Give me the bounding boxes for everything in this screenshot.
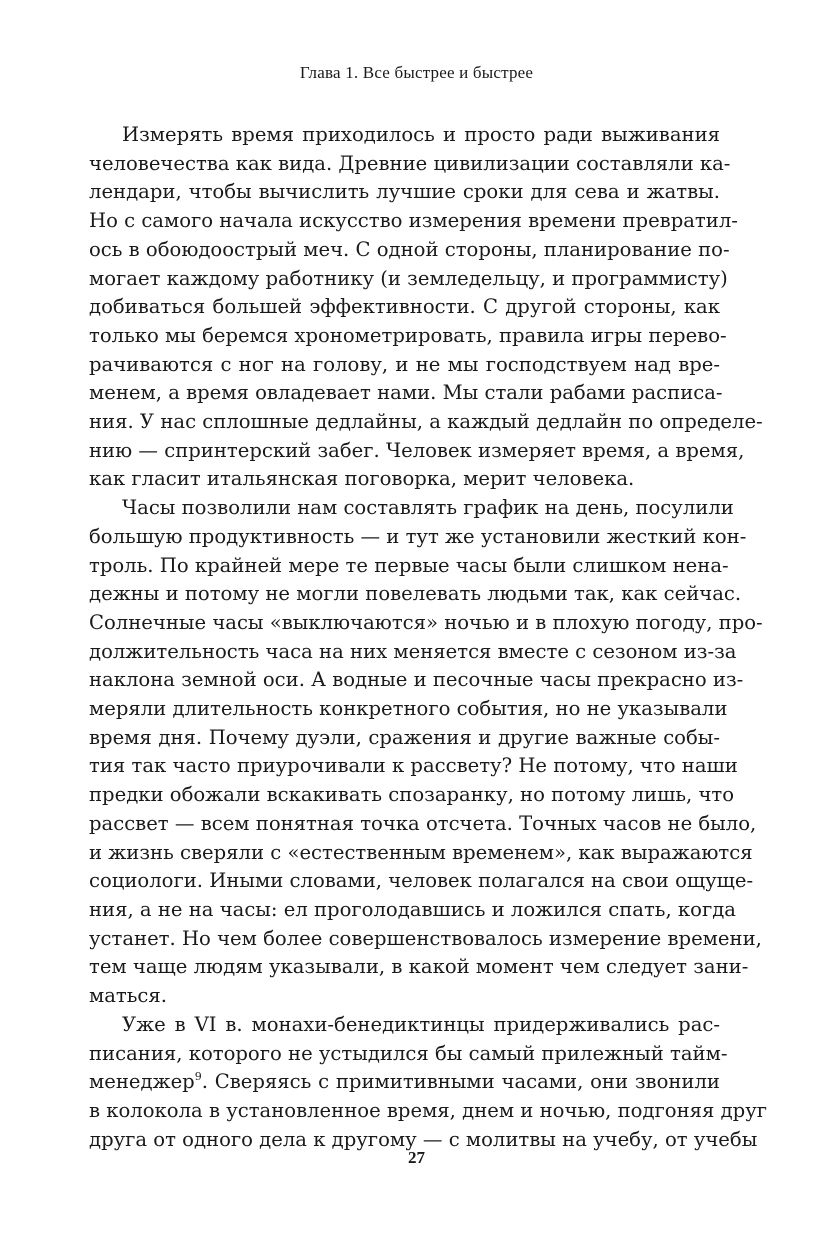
text-line: устанет. Но чем более совершенствовалось измерение времени, — [89, 926, 762, 950]
text-line: и жизнь сверяли с «естественным временем», как выражаются — [89, 840, 753, 864]
text-fragment: менеджер — [89, 1070, 195, 1094]
text-line: ния, а не на часы: ел проголодавшись и ложился спать, когда — [89, 897, 736, 921]
text-line: Но с самого начала искусство измерения времени превратил- — [89, 209, 738, 233]
running-head: Глава 1. Все быстрее и быстрее — [299, 63, 534, 82]
text-line: ния. У нас сплошные дедлайны, а каждый дедлайн по определе- — [89, 410, 763, 434]
text-fragment: . Сверяясь с примитивными часами, они звонили — [201, 1070, 720, 1094]
text-line: Часы позволили нам составлять график на день, посулили — [122, 496, 734, 520]
text-line: добиваться большей эффективности. С другой стороны, как — [89, 295, 720, 319]
text-line: дежны и потому не могли повелевать людьми так, как сейчас. — [89, 582, 742, 606]
text-line: Солнечные часы «выключаются» ночью и в плохую погоду, про- — [89, 610, 763, 634]
body-text — [89, 121, 767, 1154]
page-number: 27 — [408, 1148, 425, 1167]
text-line: рачиваются с ног на голову, и не мы господствуем над вре- — [89, 352, 720, 376]
text-line: тем чаще людям указывали, в какой момент чем следует зани- — [89, 955, 749, 979]
text-line: время дня. Почему дуэли, сражения и другие важные собы- — [89, 725, 720, 749]
text-line: наклона земной оси. А водные и песочные часы прекрасно из- — [89, 668, 744, 692]
text-line: писания, которого не устыдился бы самый прилежный тайм- — [89, 1041, 728, 1065]
text-line: тия так часто приурочивали к рассвету? Не потому, что наши — [89, 754, 738, 778]
text-line: маться. — [89, 984, 167, 1008]
text-line: ось в обоюдоострый меч. С одной стороны, планирование по- — [89, 237, 730, 261]
text-line: меряли длительность конкретного события, но не указывали — [89, 697, 728, 721]
text-line: в колокола в установленное время, днем и ночью, подгоняя друг — [89, 1098, 767, 1122]
text-line: нию — спринтерский забег. Человек измеряет время, а время, — [89, 438, 745, 462]
text-line: Уже в VI в. монахи-бенедиктинцы придерживались рас- — [122, 1012, 720, 1036]
text-line: только мы беремся хронометрировать, правила игры перево- — [89, 323, 727, 347]
text-line: как гласит итальянская поговорка, мерит человека. — [89, 467, 635, 491]
text-line: друга от одного дела к другому — с молитвы на учебу, от учебы — [89, 1127, 758, 1151]
footnote-reference[interactable]: 9 — [194, 1070, 202, 1084]
text-line-with-footnote — [89, 1068, 720, 1097]
text-line: троль. По крайней мере те первые часы были слишком нена- — [89, 553, 729, 577]
paragraph-1 — [89, 121, 763, 494]
text-line: предки обожали вскакивать спозаранку, но потому лишь, что — [89, 783, 735, 807]
paragraph-2 — [89, 494, 763, 1011]
text-line: должительность часа на них меняется вместе с сезоном из-за — [89, 639, 737, 663]
paragraph-3 — [89, 1011, 767, 1155]
text-line: менем, а время овладевает нами. Мы стали рабами расписа- — [89, 381, 723, 405]
text-line: могает каждому работнику (и земледельцу, и программисту) — [89, 266, 728, 290]
text-line: лендари, чтобы вычислить лучшие сроки для сева и жатвы. — [89, 180, 720, 204]
text-line: человечества как вида. Древние цивилизации составляли ка- — [89, 151, 731, 175]
text-line: социологи. Иными словами, человек полагался на свои ощуще- — [89, 869, 754, 893]
text-line: рассвет — всем понятная точка отсчета. Точных часов не было, — [89, 811, 757, 835]
text-line: Измерять время приходилось и просто ради выживания — [122, 123, 720, 146]
text-line: большую продуктивность — и тут же установили жесткий кон- — [89, 524, 747, 548]
